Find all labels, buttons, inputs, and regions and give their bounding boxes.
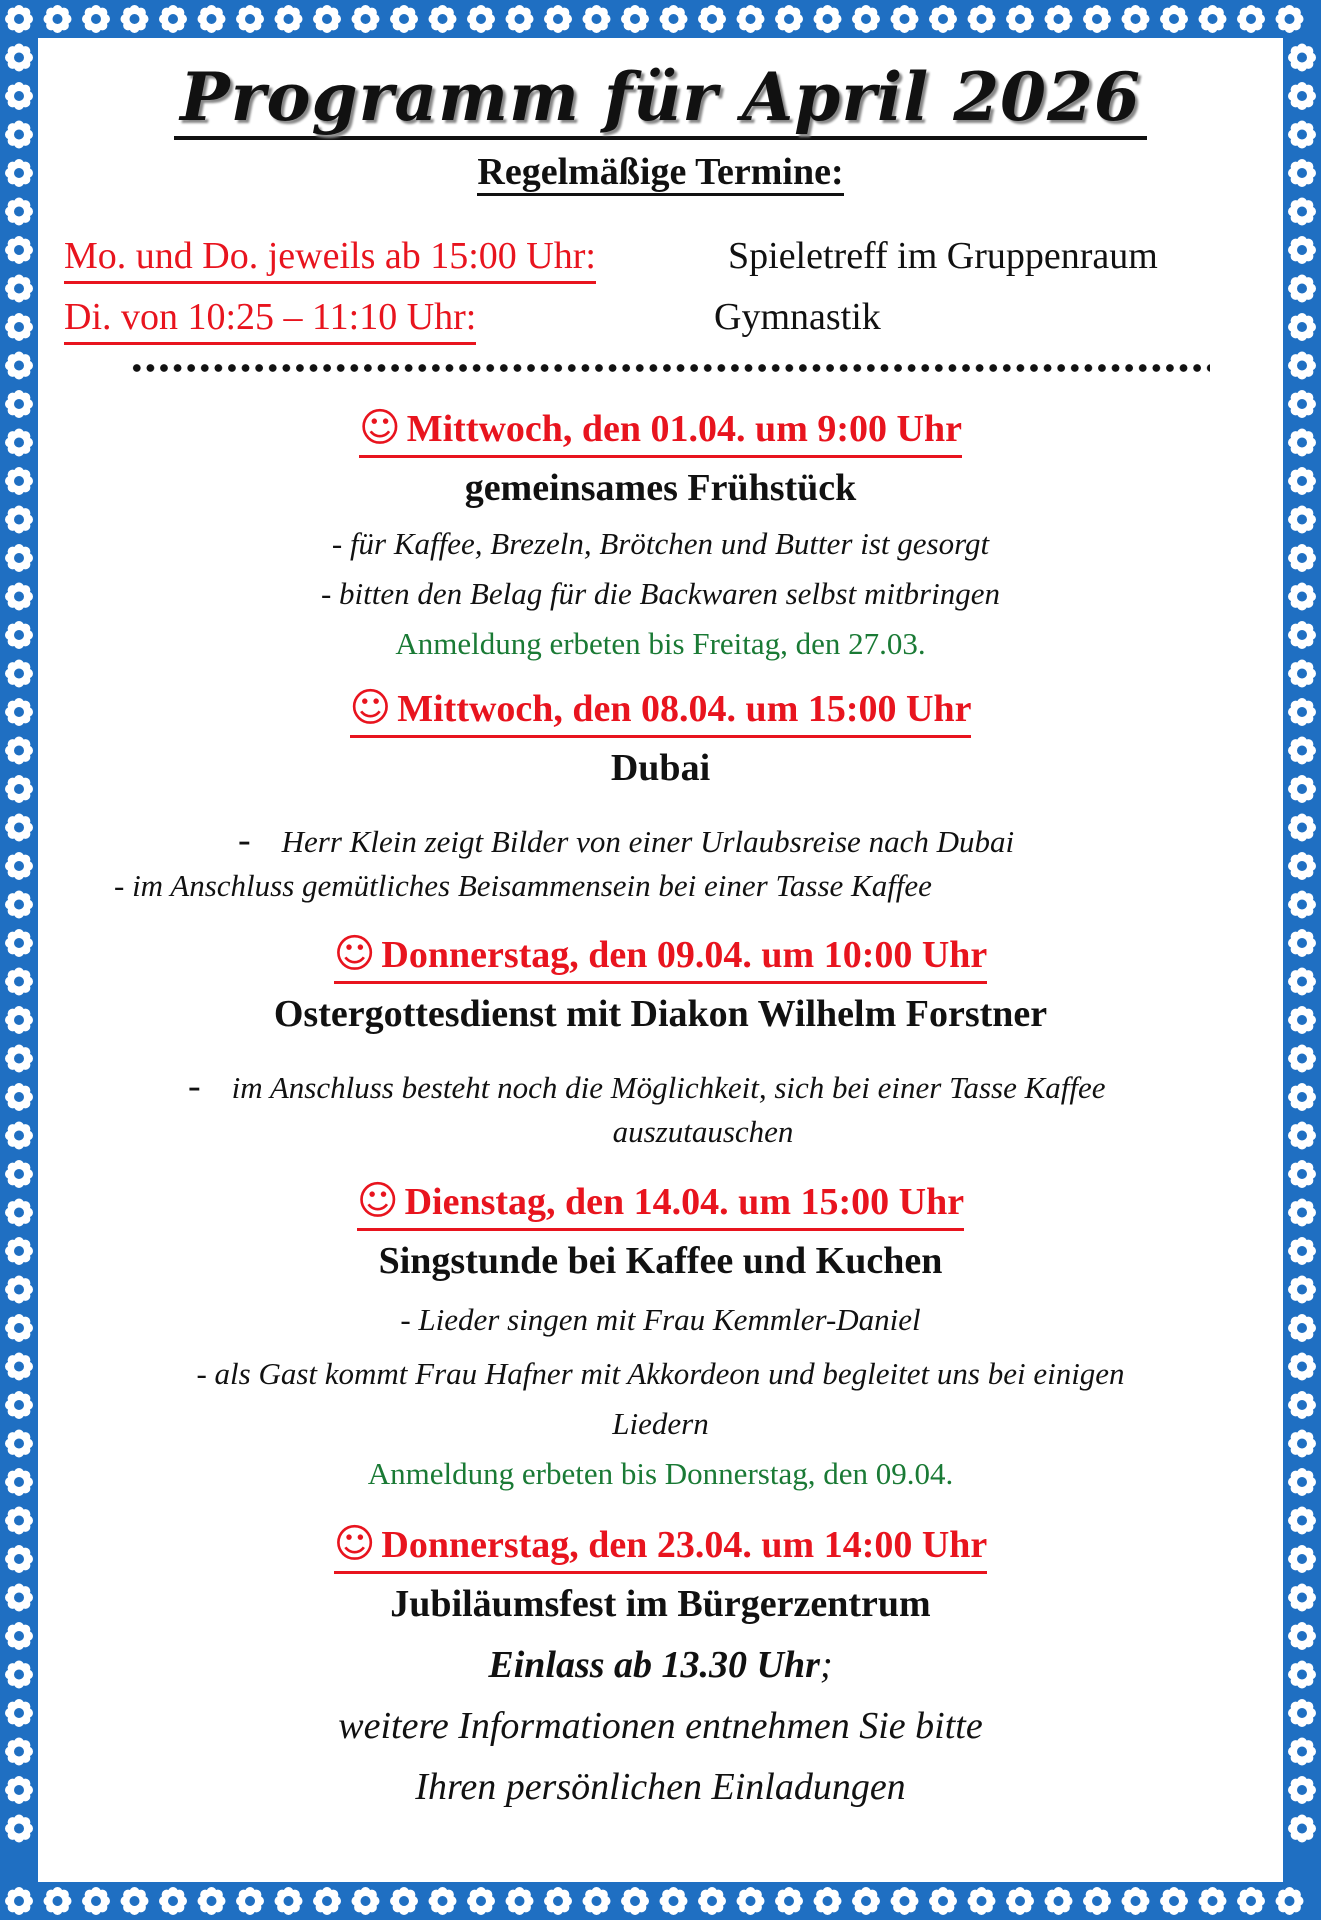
event-3-note-2: auszutauschen <box>612 1114 794 1149</box>
dotted-separator <box>130 363 1210 373</box>
program-page <box>38 38 1283 1882</box>
bullet-dash: - <box>188 1065 201 1107</box>
page-title-text: Programm für April 2026 <box>174 58 1147 140</box>
smiley-icon: ☺ <box>359 405 401 451</box>
admission-suffix: ; <box>819 1644 833 1686</box>
event-date-text: Dienstag, den 14.04. um 15:00 Uhr <box>404 1181 965 1223</box>
event-4-title: Singstunde bei Kaffee und Kuchen <box>378 1240 943 1282</box>
event-date-text: Mittwoch, den 08.04. um 15:00 Uhr <box>397 688 972 730</box>
regular-activity-label: Gymnastik <box>714 296 881 338</box>
event-4-note-1: - Lieder singen mit Frau Kemmler-Daniel <box>400 1302 921 1337</box>
page-title <box>38 58 1283 136</box>
event-2-title: Dubai <box>610 747 711 789</box>
event-5-note-2: Ihren persönlichen Einladungen <box>415 1766 906 1808</box>
event-1-note-2: - bitten den Belag für die Backwaren selbst mitbringen <box>320 576 1000 611</box>
event-1-registration: Anmeldung erbeten bis Freitag, den 27.03. <box>395 626 926 661</box>
smiley-icon: ☺ <box>356 1178 399 1224</box>
event-3-title: Ostergottesdienst mit Diakon Wilhelm Forstner <box>273 993 1048 1035</box>
event-2-note-1 <box>238 818 1138 862</box>
event-date-text: Donnerstag, den 23.04. um 14:00 Uhr <box>381 1524 988 1566</box>
event-note-text: Herr Klein zeigt Bilder von einer Urlaubsreise nach Dubai <box>281 824 1015 859</box>
regular-item-2-activity <box>714 295 881 339</box>
event-2-note-2: - im Anschluss gemütliches Beisammensein bei einer Tasse Kaffee <box>114 868 932 903</box>
regular-activity-label: Spieletreff im Gruppenraum <box>728 235 1158 277</box>
regular-time-label: Di. von 10:25 – 11:10 Uhr: <box>64 296 476 345</box>
smiley-icon: ☺ <box>349 685 392 731</box>
event-2-date <box>38 685 1283 731</box>
smiley-icon: ☺ <box>333 1521 376 1567</box>
regular-item-2-time <box>64 295 476 339</box>
event-5-date <box>38 1521 1283 1567</box>
event-3-date <box>38 931 1283 977</box>
event-4-note-2: - als Gast kommt Frau Hafner mit Akkordeon und begleitet uns bei einigen <box>196 1356 1125 1391</box>
smiley-icon: ☺ <box>333 931 376 977</box>
event-3-note-1 <box>188 1064 1188 1108</box>
event-1-note-1: - für Kaffee, Brezeln, Brötchen und Butter ist gesorgt <box>331 526 990 561</box>
regular-item-1-time <box>64 234 596 278</box>
regular-heading <box>38 150 1283 194</box>
event-1-date <box>38 405 1283 451</box>
event-date-text: Donnerstag, den 09.04. um 10:00 Uhr <box>381 934 988 976</box>
regular-item-1-activity <box>728 234 1158 278</box>
bullet-dash: - <box>238 819 251 861</box>
event-5-title: Jubiläumsfest im Bürgerzentrum <box>390 1583 931 1625</box>
event-1-title: gemeinsames Frühstück <box>464 467 857 509</box>
event-date-text: Mittwoch, den 01.04. um 9:00 Uhr <box>406 408 962 450</box>
regular-heading-text: Regelmäßige Termine: <box>477 151 843 196</box>
regular-time-label: Mo. und Do. jeweils ab 15:00 Uhr: <box>64 235 596 284</box>
event-note-text: im Anschluss besteht noch die Möglichkeit, sich bei einer Tasse Kaffee <box>231 1070 1106 1105</box>
event-4-registration: Anmeldung erbeten bis Donnerstag, den 09.04. <box>367 1456 954 1491</box>
event-5-admission <box>38 1643 1283 1687</box>
event-4-note-3: Liedern <box>612 1406 709 1441</box>
event-4-date <box>38 1178 1283 1224</box>
admission-text: Einlass ab 13.30 Uhr <box>488 1644 820 1686</box>
event-5-note-1: weitere Informationen entnehmen Sie bitte <box>338 1705 983 1747</box>
